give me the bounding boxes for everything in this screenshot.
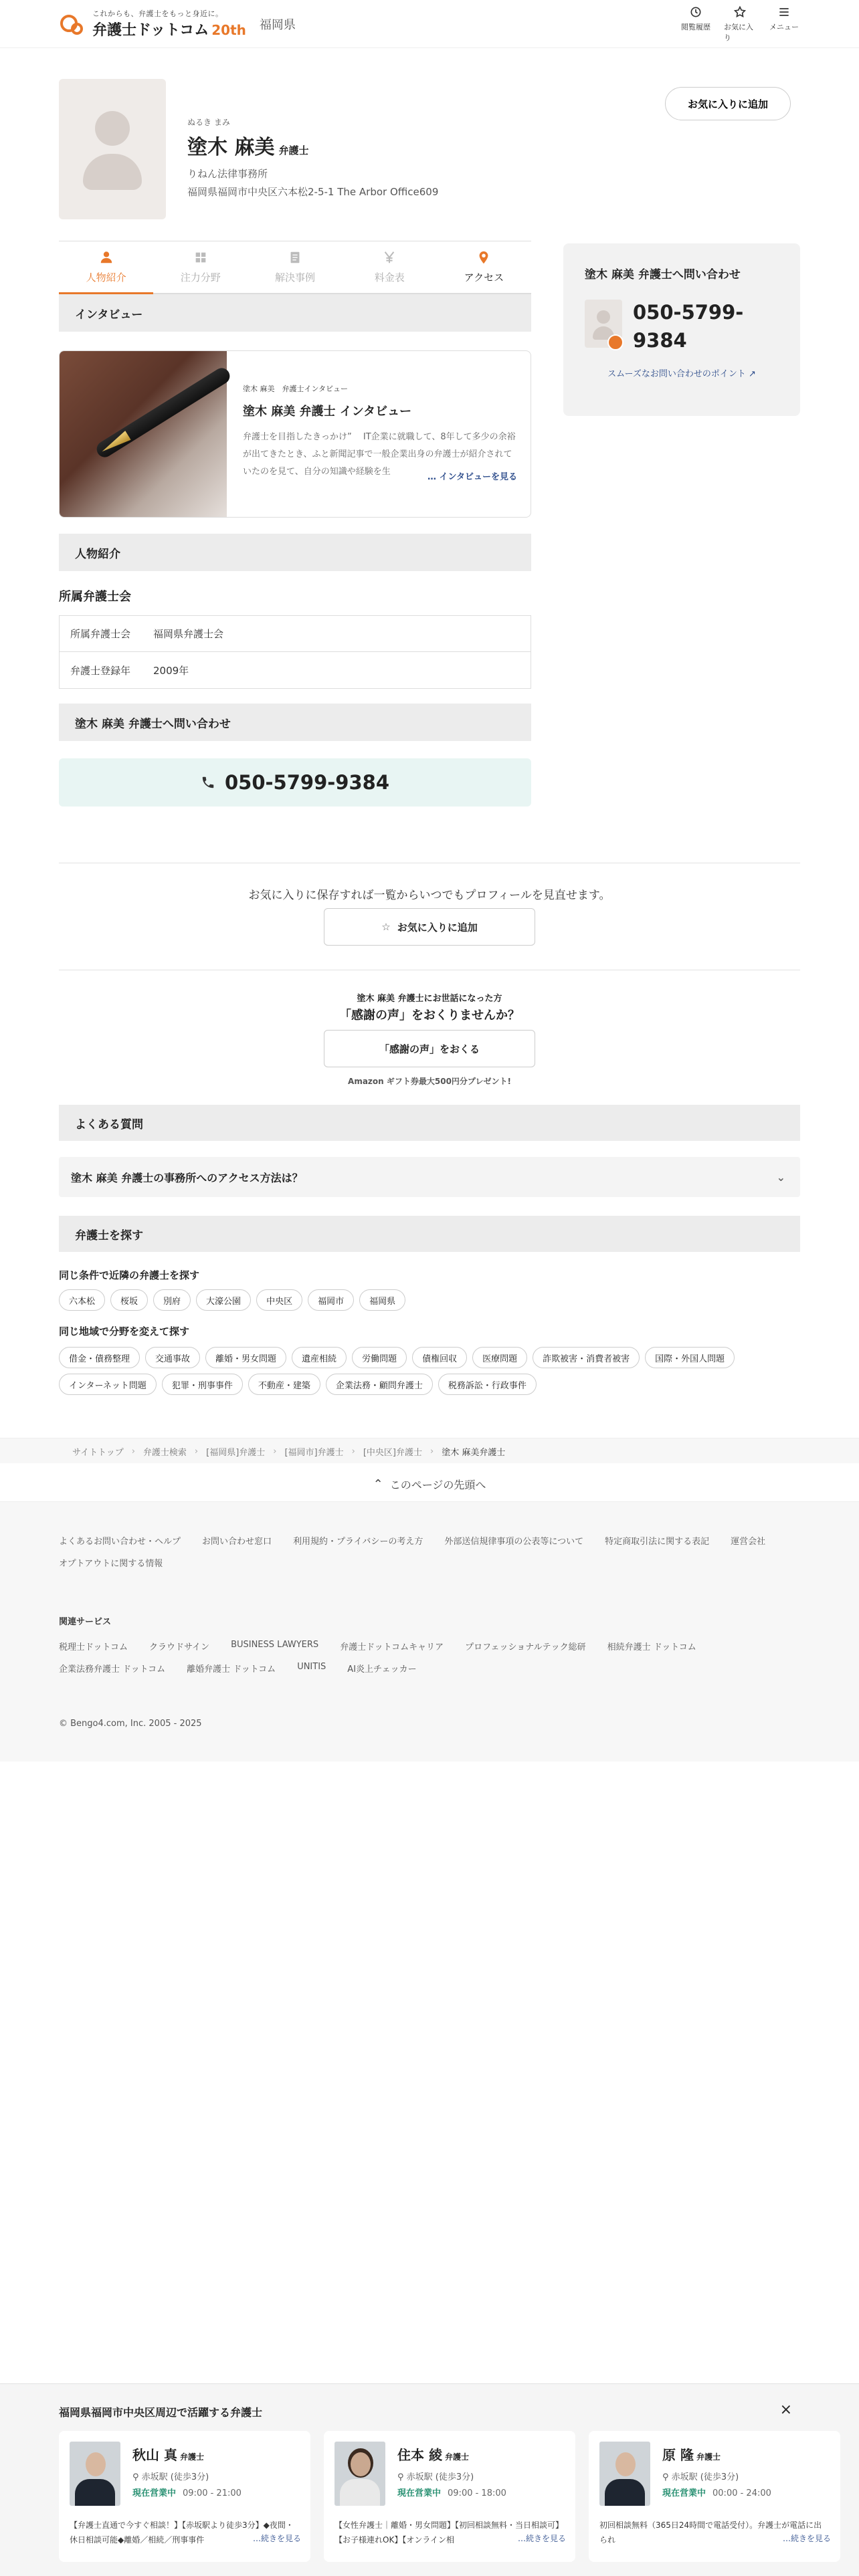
- favorites-label: お気に入り: [724, 22, 753, 42]
- search-chip[interactable]: 桜坂: [110, 1289, 148, 1311]
- bio-heading: 人物紹介: [59, 534, 531, 571]
- star-outline-icon: ☆: [381, 921, 391, 933]
- history-icon: [689, 5, 702, 19]
- search-chip[interactable]: 交通事故: [145, 1347, 200, 1368]
- history-button[interactable]: [680, 5, 712, 43]
- search-heading: 弁護士を探す: [59, 1216, 800, 1252]
- search-chip[interactable]: 国際・外国人問題: [645, 1347, 735, 1368]
- lawyer-card[interactable]: [589, 2431, 840, 2562]
- related-service-link[interactable]: BUSINESS LAWYERS: [231, 1640, 319, 1650]
- related-service-link[interactable]: クラウドサイン: [149, 1642, 210, 1652]
- menu-label: メニュー: [769, 22, 799, 31]
- photo-body: [75, 2479, 115, 2506]
- grid-icon: [193, 250, 208, 265]
- breadcrumb-link[interactable]: [福岡市]弁護士: [284, 1447, 344, 1458]
- table-row: [60, 652, 531, 688]
- lawyer-card-title: 弁護士: [444, 2452, 469, 2462]
- lawyer-photo: [599, 2442, 650, 2506]
- footer-links: [59, 1534, 800, 1569]
- close-icon[interactable]: ×: [779, 2401, 792, 2418]
- tab-focus-areas[interactable]: [153, 241, 248, 294]
- breadcrumb-current: 塗木 麻美弁護士: [442, 1447, 506, 1458]
- search-chip[interactable]: インターネット問題: [59, 1374, 157, 1395]
- open-status: 現在営業中: [662, 2488, 706, 2498]
- side-contact-box: [563, 243, 800, 416]
- footer-link[interactable]: 運営会社: [731, 1537, 766, 1547]
- interview-image: [60, 351, 227, 518]
- tab-fees[interactable]: [343, 241, 437, 294]
- breadcrumb-link[interactable]: 弁護士検索: [142, 1447, 187, 1458]
- region-label: 福岡県: [259, 17, 296, 32]
- business-hours: [662, 2486, 771, 2498]
- phone-call-button[interactable]: [59, 758, 531, 807]
- favorite-button-label: お気に入りに追加: [397, 921, 478, 934]
- add-favorite-bottom-button[interactable]: [324, 908, 535, 946]
- search-chip[interactable]: 不動産・建築: [248, 1374, 320, 1395]
- breadcrumb: [72, 1438, 505, 1464]
- photo-body: [605, 2479, 645, 2506]
- phone-icon: [201, 775, 215, 790]
- lawyer-card-station: [397, 2470, 474, 2482]
- search-chip[interactable]: 遺産相続: [292, 1347, 347, 1368]
- search-chip[interactable]: 別府: [153, 1289, 191, 1311]
- search-chip[interactable]: 労働問題: [352, 1347, 407, 1368]
- side-contact-title: 塗木 麻美 弁護士へ問い合わせ: [585, 268, 741, 282]
- chevron-right-icon: ›: [131, 1446, 135, 1457]
- search-chip[interactable]: 福岡市: [308, 1289, 354, 1311]
- open-status: 現在営業中: [397, 2488, 442, 2498]
- photo-head: [351, 2452, 371, 2476]
- phone-badge-icon: [607, 334, 624, 350]
- menu-button[interactable]: [768, 5, 800, 43]
- profile-tabs: [59, 241, 531, 294]
- search-chip[interactable]: 大濠公園: [196, 1289, 251, 1311]
- location-pin-icon: [476, 250, 491, 265]
- search-chip[interactable]: 企業法務・顧問弁護士: [326, 1374, 433, 1395]
- faq-item[interactable]: [59, 1157, 800, 1197]
- row-value: 2009年: [153, 664, 189, 677]
- breadcrumb-link[interactable]: [福岡県]弁護士: [206, 1447, 266, 1458]
- lawyer-photo: [70, 2442, 120, 2506]
- star-icon: [733, 5, 747, 19]
- tab-label: アクセス: [464, 272, 504, 284]
- office-name: りねん法律事務所: [187, 168, 268, 180]
- open-status: 現在営業中: [132, 2488, 177, 2498]
- related-service-link[interactable]: 税理士ドットコム: [59, 1642, 128, 1652]
- breadcrumb-link[interactable]: サイトトップ: [72, 1447, 124, 1458]
- logo-mark-icon: [59, 11, 86, 37]
- page-top-link[interactable]: [0, 1467, 859, 1502]
- lawyer-card-desc: 【女性弁護士｜離婚・男女問題】【初回相談無料・当日相談可】【お子様連れOK】【オンライン相: [335, 2520, 564, 2545]
- chevron-up-icon: ⌃: [373, 1477, 383, 1491]
- logo-tagline: これからも、弁護士をもっと身近に。: [92, 9, 223, 18]
- related-service-link[interactable]: UNITIS: [297, 1662, 326, 1672]
- row-key: 弁護士登録年: [70, 664, 131, 677]
- lawyer-cards: [59, 2431, 840, 2562]
- business-hours: [132, 2486, 242, 2498]
- station-text: 赤坂駅 (徒歩3分): [141, 2472, 209, 2482]
- name-furigana: ぬるき まみ: [187, 118, 230, 127]
- search-chip[interactable]: 福岡県: [359, 1289, 405, 1311]
- site-logo[interactable]: [59, 8, 246, 39]
- location-pin-icon: ⚲: [662, 2472, 672, 2482]
- breadcrumb-link[interactable]: [中央区]弁護士: [363, 1447, 422, 1458]
- interview-caption: 塗木 麻美 弁護士インタビュー: [243, 385, 349, 393]
- faq-heading: よくある質問: [59, 1105, 800, 1141]
- related-service-link[interactable]: 企業法務弁護士 ドットコム: [59, 1665, 166, 1675]
- business-hours: [397, 2486, 506, 2498]
- bar-association-heading: 所属弁護士会: [59, 590, 131, 604]
- send-thanks-button[interactable]: 「感謝の声」をおくる: [324, 1030, 535, 1067]
- lawyer-card-name: [397, 2444, 469, 2464]
- footer-link[interactable]: よくあるお問い合わせ・ヘルプ: [59, 1537, 181, 1547]
- lawyer-card-name-text: 秋山 真: [132, 2447, 177, 2463]
- row-key: 所属弁護士会: [70, 628, 131, 640]
- lawyer-card-more-link[interactable]: …続きを見る: [780, 2533, 831, 2544]
- logo-anniversary: 20th: [211, 22, 246, 38]
- lawyer-name: 塗木 麻美 弁護士: [187, 136, 309, 159]
- interview-card[interactable]: [59, 350, 531, 518]
- tab-label: 人物紹介: [86, 271, 126, 284]
- tab-access[interactable]: [437, 241, 531, 294]
- hours-text: 00:00 - 24:00: [712, 2488, 771, 2498]
- related-services-title: 関連サービス: [59, 1617, 112, 1627]
- interview-title: 塗木 麻美 弁護士 インタビュー: [243, 405, 412, 419]
- station-text: 赤坂駅 (徒歩3分): [406, 2472, 474, 2482]
- phone-number: 050-5799-9384: [224, 771, 390, 794]
- footer-link[interactable]: オプトアウトに関する情報: [59, 1559, 163, 1569]
- tab-label: 解決事例: [275, 272, 316, 284]
- chevron-right-icon: ›: [273, 1446, 277, 1457]
- footer-link[interactable]: お問い合わせ窓口: [202, 1537, 272, 1547]
- row-value: 福岡県弁護士会: [153, 628, 224, 640]
- popup-title: 福岡県福岡市中央区周辺で活躍する弁護士: [59, 2406, 263, 2419]
- lawyer-card-name: [132, 2444, 204, 2464]
- search-chip[interactable]: 離婚・男女問題: [205, 1347, 286, 1368]
- lawyer-card-more-link[interactable]: …続きを見る: [250, 2533, 301, 2544]
- lawyer-card-desc: 【弁護士直通で今すぐ相談！】【赤坂駅より徒歩3分】◆夜間・休日相談可能◆離婚／相続／刑事事件: [70, 2520, 294, 2545]
- lawyer-card-title: 弁護士: [696, 2452, 721, 2462]
- location-pin-icon: ⚲: [132, 2472, 142, 2482]
- lawyer-card-station: [662, 2470, 739, 2482]
- tab-profile[interactable]: [59, 241, 153, 294]
- hours-text: 09:00 - 18:00: [448, 2488, 506, 2498]
- search-chip[interactable]: 犯罪・刑事事件: [162, 1374, 243, 1395]
- thanks-line2: 「感謝の声」をおくりませんか？: [339, 1008, 520, 1023]
- contact-tips-link[interactable]: [563, 366, 800, 379]
- faq-question: 塗木 麻美 弁護士の事務所へのアクセス方法は？: [71, 1171, 303, 1184]
- lawyer-title: 弁護士: [278, 144, 309, 156]
- office-address: 福岡県福岡市中央区六本松2-5-1 The Arbor Office609: [187, 186, 439, 198]
- search-chip[interactable]: 六本松: [59, 1289, 105, 1311]
- tab-label: 注力分野: [180, 272, 221, 284]
- search-chip[interactable]: 中央区: [256, 1289, 302, 1311]
- document-icon: [288, 250, 302, 265]
- search-chip[interactable]: 借金・債務整理: [59, 1347, 140, 1368]
- person-icon: [99, 250, 114, 265]
- search-chip[interactable]: 債権回収: [412, 1347, 467, 1368]
- lawyer-card-name-text: 住本 綾: [397, 2447, 442, 2463]
- favorites-button[interactable]: [724, 5, 756, 43]
- related-service-link[interactable]: 離婚弁護士 ドットコム: [187, 1665, 276, 1675]
- chevron-right-icon: ›: [351, 1446, 355, 1457]
- bio-table: [59, 615, 531, 689]
- related-service-link[interactable]: AI炎上チェッカー: [347, 1665, 417, 1675]
- related-links: [59, 1640, 800, 1675]
- site-header: [0, 0, 859, 48]
- lawyer-card[interactable]: [324, 2431, 575, 2562]
- lawyer-profile: [59, 79, 800, 219]
- location-pin-icon: ⚲: [397, 2472, 407, 2482]
- interview-excerpt: 弁護士を目指したきっかけ” IT企業に就職して、8年して多少の余裕が出てきたとき、ふと新聞記事で一般企業出身の弁護士が紹介されていたのを見て、自分の知識や経験を生: [243, 432, 516, 477]
- photo-body: [340, 2479, 380, 2506]
- footer-link[interactable]: 外部送信規律事項の公表等について: [444, 1537, 584, 1547]
- station-text: 赤坂駅 (徒歩3分): [671, 2472, 739, 2482]
- page-top-label: このページの先頭へ: [389, 1479, 486, 1491]
- lawyer-photo: [335, 2442, 385, 2506]
- thanks-line1: 塗木 麻美 弁護士にお世話になった方: [357, 994, 502, 1004]
- breadcrumb-bar: [0, 1438, 859, 1463]
- external-link-icon: ↗: [748, 369, 756, 379]
- related-service-link[interactable]: プロフェッショナルテック総研: [465, 1642, 586, 1652]
- related-service-link[interactable]: 相続弁護士 ドットコム: [607, 1642, 696, 1652]
- logo-name: 弁護士ドットコム: [92, 22, 209, 39]
- avatar-placeholder: [59, 79, 166, 219]
- footer-link[interactable]: 利用規約・プライバシーの考え方: [293, 1537, 423, 1547]
- footer-link[interactable]: 特定商取引法に関する表記: [605, 1537, 710, 1547]
- lawyer-card-station: [132, 2470, 209, 2482]
- yen-icon: [382, 250, 397, 265]
- related-service-link[interactable]: 弁護士ドットコムキャリア: [340, 1642, 444, 1652]
- search-chip[interactable]: 税務訴訟・行政事件: [438, 1374, 537, 1395]
- hours-text: 09:00 - 21:00: [183, 2488, 242, 2498]
- copyright: © Bengo4.com, Inc. 2005 - 2025: [59, 1719, 202, 1729]
- lawyer-card-name-text: 原 隆: [662, 2447, 694, 2463]
- favorite-promo-text: お気に入りに保存すれば一覧からいつでもプロフィールを見直せます。: [248, 889, 611, 902]
- contact-tips-label: スムーズなお問い合わせのポイント: [607, 369, 746, 379]
- search-chip[interactable]: 医療問題: [472, 1347, 527, 1368]
- chevron-down-icon: ⌄: [776, 1170, 785, 1184]
- photo-head: [86, 2452, 106, 2476]
- field-chips: [59, 1347, 800, 1395]
- lawyer-card[interactable]: [59, 2431, 310, 2562]
- tab-label: 料金表: [374, 272, 405, 284]
- photo-head: [615, 2452, 636, 2476]
- history-label: 閲覧履歴: [681, 22, 710, 31]
- chevron-right-icon: ›: [430, 1446, 434, 1457]
- menu-icon: [777, 5, 791, 19]
- lawyer-card-title: 弁護士: [179, 2452, 204, 2462]
- nearby-lawyers-popup: [0, 2383, 859, 2576]
- field-title: 同じ地域で分野を変えて探す: [59, 1325, 190, 1337]
- nearby-title: 同じ条件で近隣の弁護士を探す: [59, 1269, 200, 1281]
- nearby-chips: [59, 1289, 800, 1311]
- site-footer: [0, 1502, 859, 1761]
- side-phone-number[interactable]: 050-5799-9384: [633, 301, 744, 352]
- tab-case-examples[interactable]: [248, 241, 342, 294]
- chevron-right-icon: ›: [194, 1446, 199, 1457]
- lawyer-card-desc: 初回相談無料（365日24時間で電話受付）。弁護士が電話に出られ: [599, 2520, 822, 2545]
- table-row: [60, 616, 531, 652]
- thanks-note: Amazon ギフト券最大500円分プレゼント!: [348, 1077, 511, 1086]
- add-favorite-button[interactable]: お気に入りに追加: [665, 87, 791, 120]
- lawyer-card-more-link[interactable]: …続きを見る: [515, 2533, 566, 2544]
- interview-more-link[interactable]: … インタビューを見る: [425, 469, 517, 482]
- contact-heading: 塗木 麻美 弁護士へ問い合わせ: [59, 704, 531, 741]
- lawyer-card-name: [662, 2444, 721, 2464]
- search-chip[interactable]: 詐欺被害・消費者被害: [533, 1347, 640, 1368]
- interview-heading: インタビュー: [59, 294, 531, 332]
